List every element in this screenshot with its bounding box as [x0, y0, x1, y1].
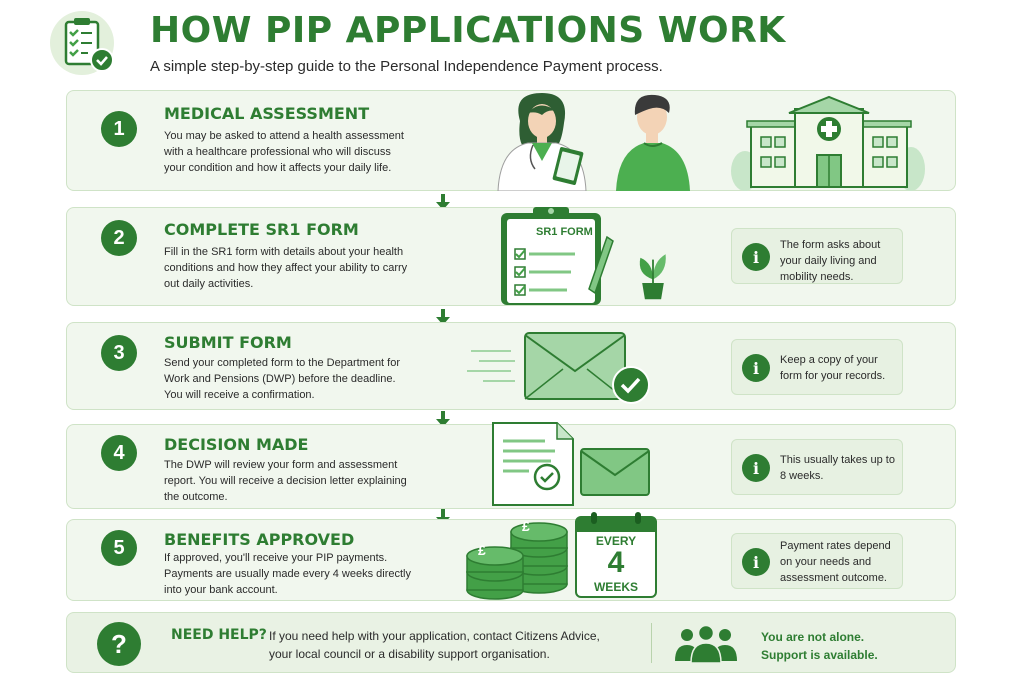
info-note	[731, 533, 903, 589]
step-title: COMPLETE SR1 FORM	[164, 220, 359, 239]
step-description: Send your completed form to the Department for Work and Pensions (DWP) before the deadline. You will receive a confirmation.	[164, 357, 401, 401]
step-title: MEDICAL ASSESSMENT	[164, 104, 370, 123]
support-message	[761, 628, 878, 664]
page-title: HOW PIP APPLICATIONS WORK	[150, 10, 786, 51]
info-note	[731, 228, 903, 284]
decision-letter-illustration	[489, 419, 659, 509]
calendar-bottom-label: WEEKS	[593, 580, 638, 594]
step-title: BENEFITS APPROVED	[164, 530, 355, 549]
step-title: SUBMIT FORM	[164, 333, 292, 352]
step-description: The DWP will review your form and assessment report. You will receive a decision letter explaining the outcome.	[164, 459, 407, 503]
info-note	[731, 339, 903, 395]
question-mark-icon: ?	[97, 622, 141, 666]
page-subtitle: A simple step-by-step guide to the Personal Independence Payment process.	[150, 58, 663, 75]
info-icon: i	[742, 454, 770, 482]
help-title: NEED HELP?	[171, 627, 267, 643]
doctor-patient-illustration	[492, 91, 712, 191]
step-title: DECISION MADE	[164, 435, 309, 454]
step-number-badge: 5	[101, 530, 137, 566]
divider	[651, 623, 652, 663]
potted-plant-icon	[635, 246, 671, 302]
step-description: If approved, you'll receive your PIP payments. Payments are usually made every 4 weeks directly into your bank account.	[164, 552, 411, 596]
step-card-5	[66, 519, 956, 601]
info-note	[731, 439, 903, 495]
help-panel	[66, 612, 956, 673]
calendar-top-label: EVERY	[595, 534, 637, 548]
support-line-1: You are not alone.	[761, 630, 865, 644]
help-text: If you need help with your application, contact Citizens Advice, your local council or a disability support organisation.	[269, 629, 600, 661]
step-card-2	[66, 207, 956, 306]
people-group-icon	[673, 625, 739, 663]
support-line-2: Support is available.	[761, 648, 878, 662]
coin-stacks-illustration	[463, 518, 573, 602]
coin-symbol: £	[478, 542, 486, 558]
step-number-badge: 1	[101, 111, 137, 147]
sr1-form-clipboard-illustration	[495, 200, 615, 306]
calendar-icon	[575, 516, 657, 598]
envelope-check-illustration	[467, 325, 667, 409]
step-number-badge: 3	[101, 335, 137, 371]
coin-symbol: £	[522, 518, 530, 534]
step-card-3	[66, 322, 956, 410]
clipboard-checklist-icon	[42, 10, 122, 76]
note-text: Payment rates depend on your needs and assessment outcome.	[780, 540, 891, 584]
note-text: This usually takes up to 8 weeks.	[780, 454, 895, 482]
hospital-illustration	[729, 91, 929, 191]
note-text: The form asks about your daily living and mobility needs.	[780, 239, 881, 283]
info-icon: i	[742, 354, 770, 382]
step-description: Fill in the SR1 form with details about your health conditions and how they affect your ability to carry out daily activities.	[164, 246, 408, 290]
step-card-4	[66, 424, 956, 509]
note-text: Keep a copy of your form for your records.	[780, 354, 886, 382]
sr1-form-label: SR1 FORM	[536, 226, 593, 238]
step-description: You may be asked to attend a health assessment with a healthcare professional who will discuss your condition and how it affects your daily life.	[164, 130, 404, 174]
step-card-1	[66, 90, 956, 191]
step-number-badge: 2	[101, 220, 137, 256]
info-icon: i	[742, 243, 770, 271]
info-icon: i	[742, 548, 770, 576]
calendar-number: 4	[607, 546, 625, 579]
step-number-badge: 4	[101, 435, 137, 471]
